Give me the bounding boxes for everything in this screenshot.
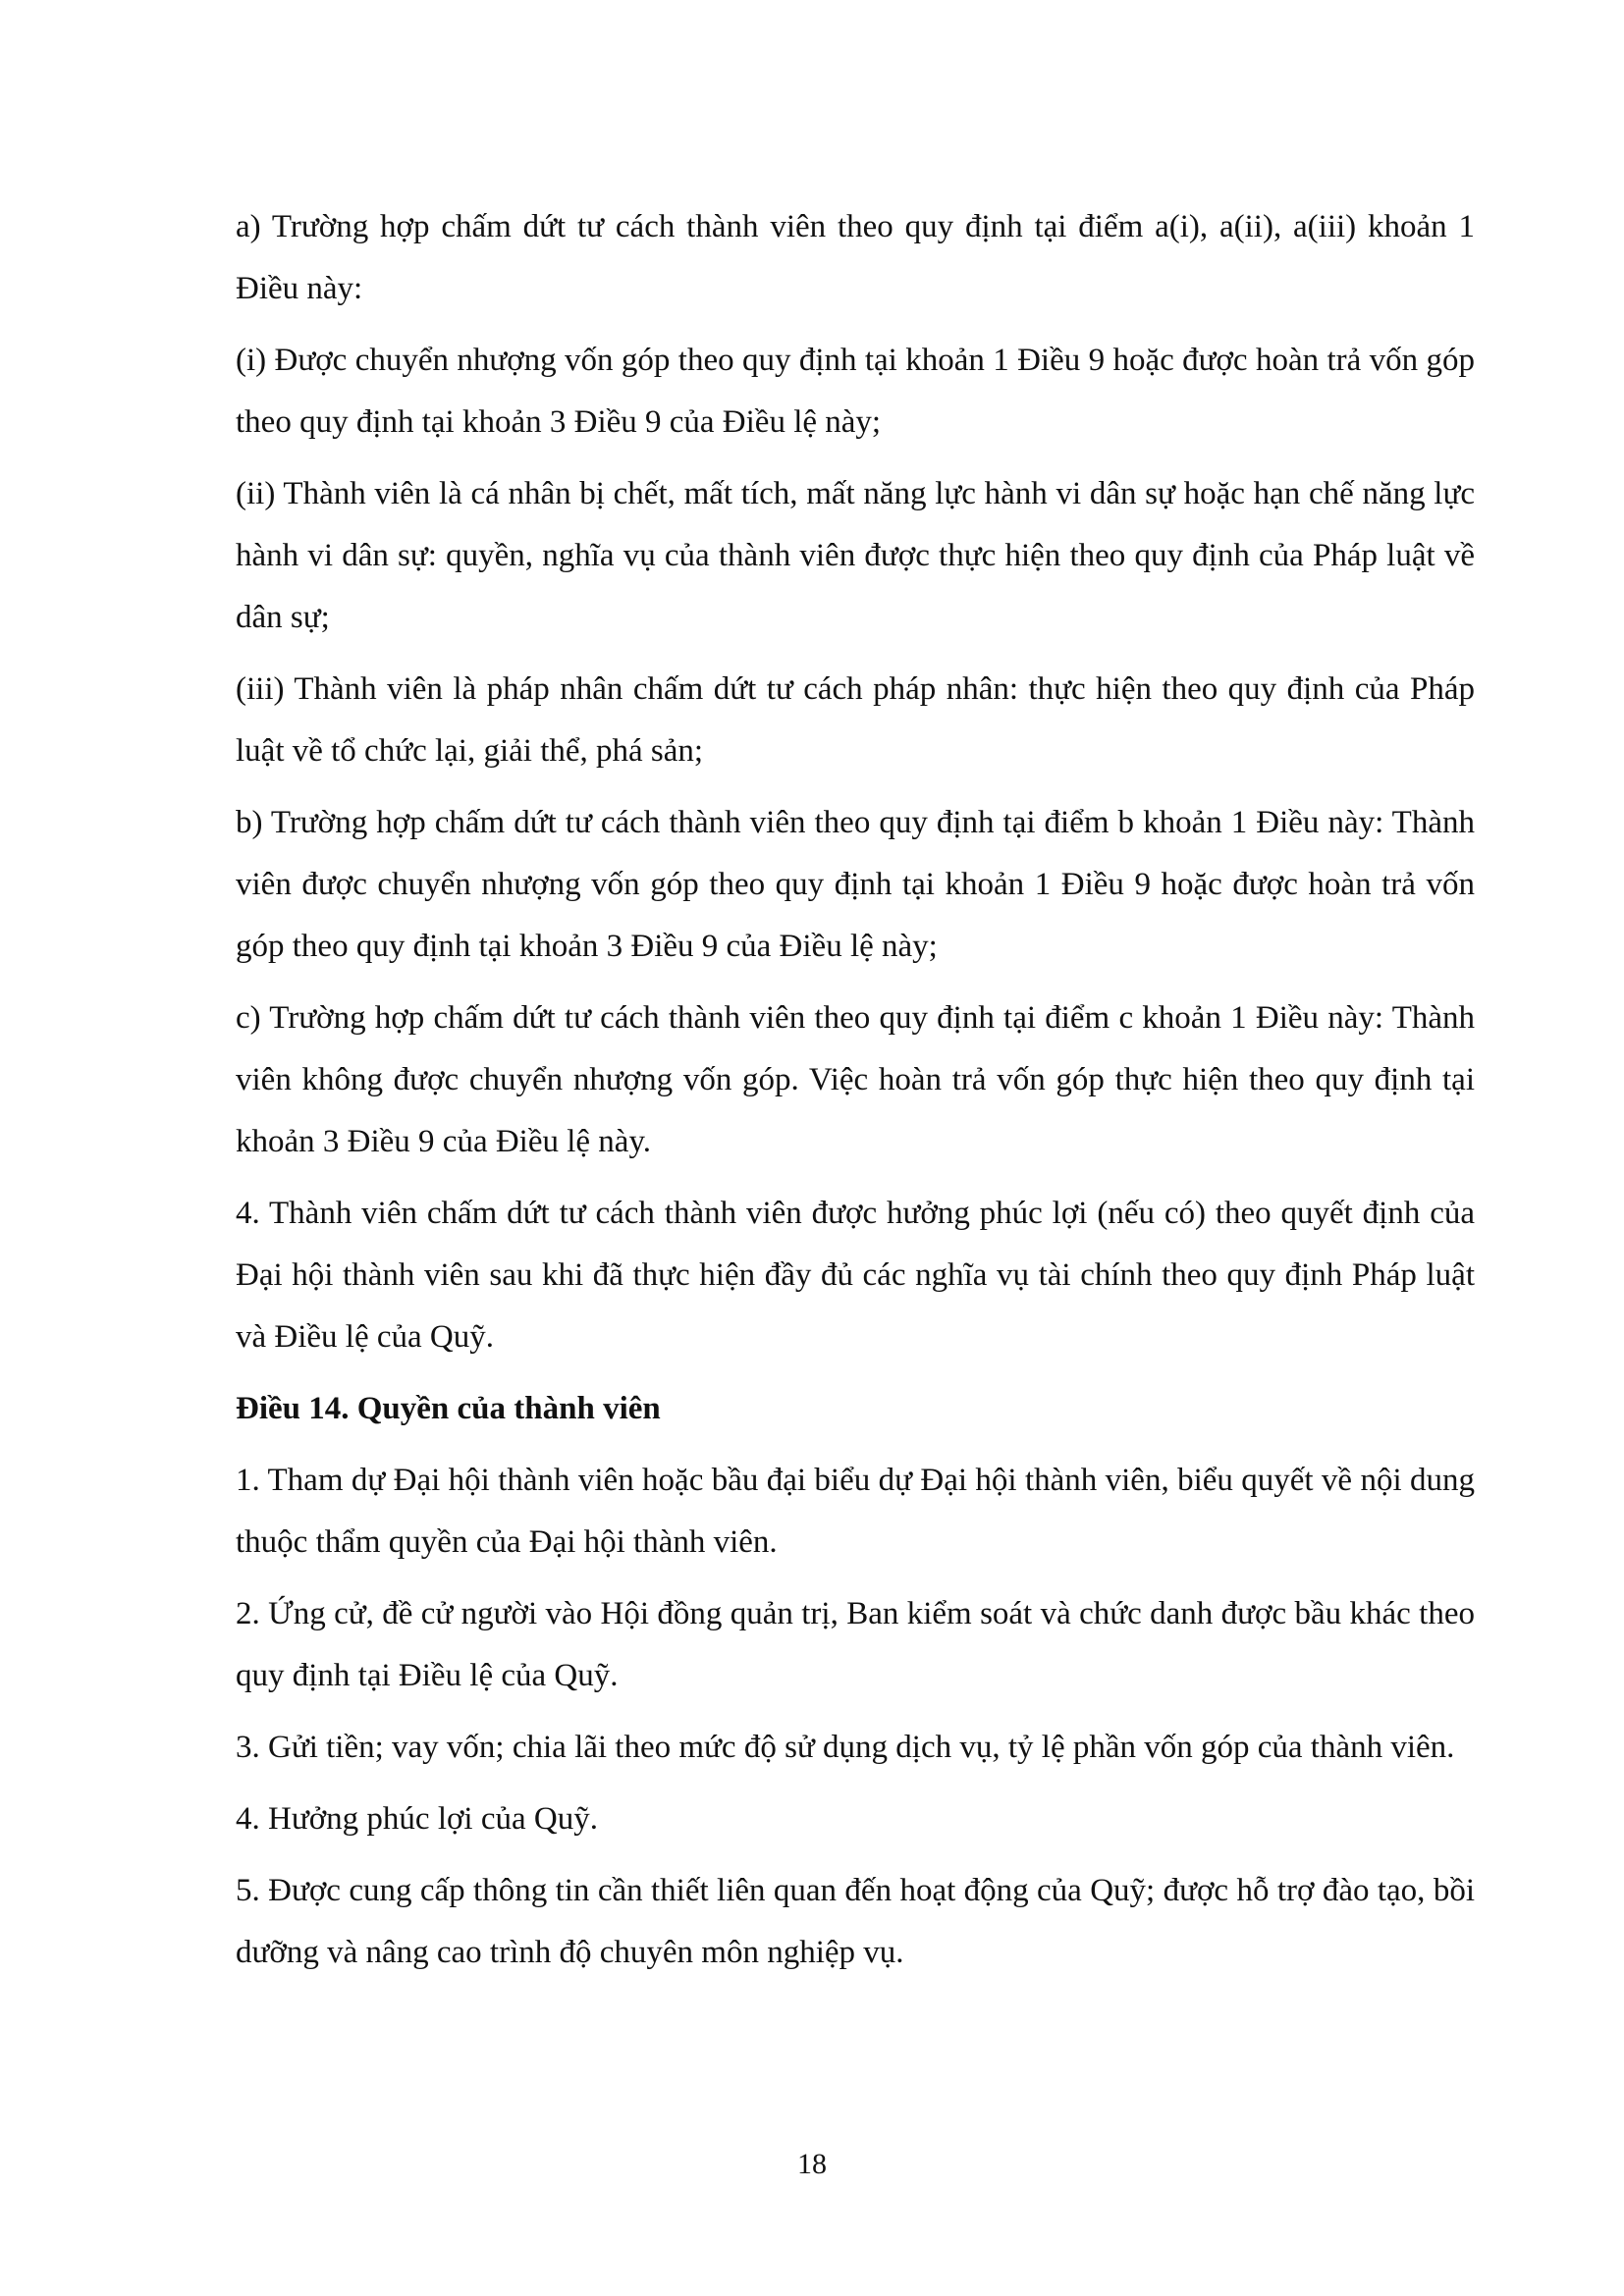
paragraph-a-ii: (ii) Thành viên là cá nhân bị chết, mất tích, mất năng lực hành vi dân sự hoặc hạn chế năng lực hành vi dân sự: quyền, nghĩa vụ của thành viên được thực hiện theo quy định của Pháp luật về dân sự; — [236, 476, 1475, 635]
right-item-5: 5. Được cung cấp thông tin cần thiết liên quan đến hoạt động của Quỹ; được hỗ trợ đào tạo, bồi dưỡng và nâng cao trình độ chuyên môn nghiệp vụ. — [236, 1873, 1475, 1970]
paragraph-a-iii: (iii) Thành viên là pháp nhân chấm dứt tư cách pháp nhân: thực hiện theo quy định của Pháp luật về tổ chức lại, giải thể, phá sản; — [236, 671, 1475, 769]
right-item-2: 2. Ứng cử, đề cử người vào Hội đồng quản trị, Ban kiểm soát và chức danh được bầu khác theo quy định tại Điều lệ của Quỹ. — [236, 1596, 1475, 1693]
page-number: 18 — [797, 2148, 827, 2180]
right-item-4: 4. Hưởng phúc lợi của Quỹ. — [236, 1801, 598, 1837]
article-14-heading: Điều 14. Quyền của thành viên — [236, 1391, 661, 1426]
paragraph-4: 4. Thành viên chấm dứt tư cách thành viên được hưởng phúc lợi (nếu có) theo quyết định của Đại hội thành viên sau khi đã thực hiện đầy đủ các nghĩa vụ tài chính theo quy định Pháp luật và Điều lệ của Quỹ. — [236, 1196, 1475, 1355]
paragraph-a: a) Trường hợp chấm dứt tư cách thành viên theo quy định tại điểm a(i), a(ii), a(iii) khoản 1 Điều này: — [236, 209, 1475, 306]
right-item-1: 1. Tham dự Đại hội thành viên hoặc bầu đại biểu dự Đại hội thành viên, biểu quyết về nội dung thuộc thẩm quyền của Đại hội thành viên. — [236, 1463, 1475, 1560]
document-page — [236, 196, 1475, 1994]
paragraph-b: b) Trường hợp chấm dứt tư cách thành viên theo quy định tại điểm b khoản 1 Điều này: Thành viên được chuyển nhượng vốn góp theo quy định tại khoản 1 Điều 9 hoặc được hoàn trả vốn góp theo quy định tại khoản 3 Điều 9 của Điều lệ này; — [236, 805, 1475, 964]
paragraph-a-i: (i) Được chuyển nhượng vốn góp theo quy định tại khoản 1 Điều 9 hoặc được hoàn trả vốn góp theo quy định tại khoản 3 Điều 9 của Điều lệ này; — [236, 343, 1475, 440]
paragraph-c: c) Trường hợp chấm dứt tư cách thành viên theo quy định tại điểm c khoản 1 Điều này: Thành viên không được chuyển nhượng vốn góp. Việc hoàn trả vốn góp thực hiện theo quy định tại khoản 3 Điều 9 của Điều lệ này. — [236, 1000, 1475, 1159]
right-item-3: 3. Gửi tiền; vay vốn; chia lãi theo mức độ sử dụng dịch vụ, tỷ lệ phần vốn góp của thành viên. — [236, 1730, 1455, 1765]
